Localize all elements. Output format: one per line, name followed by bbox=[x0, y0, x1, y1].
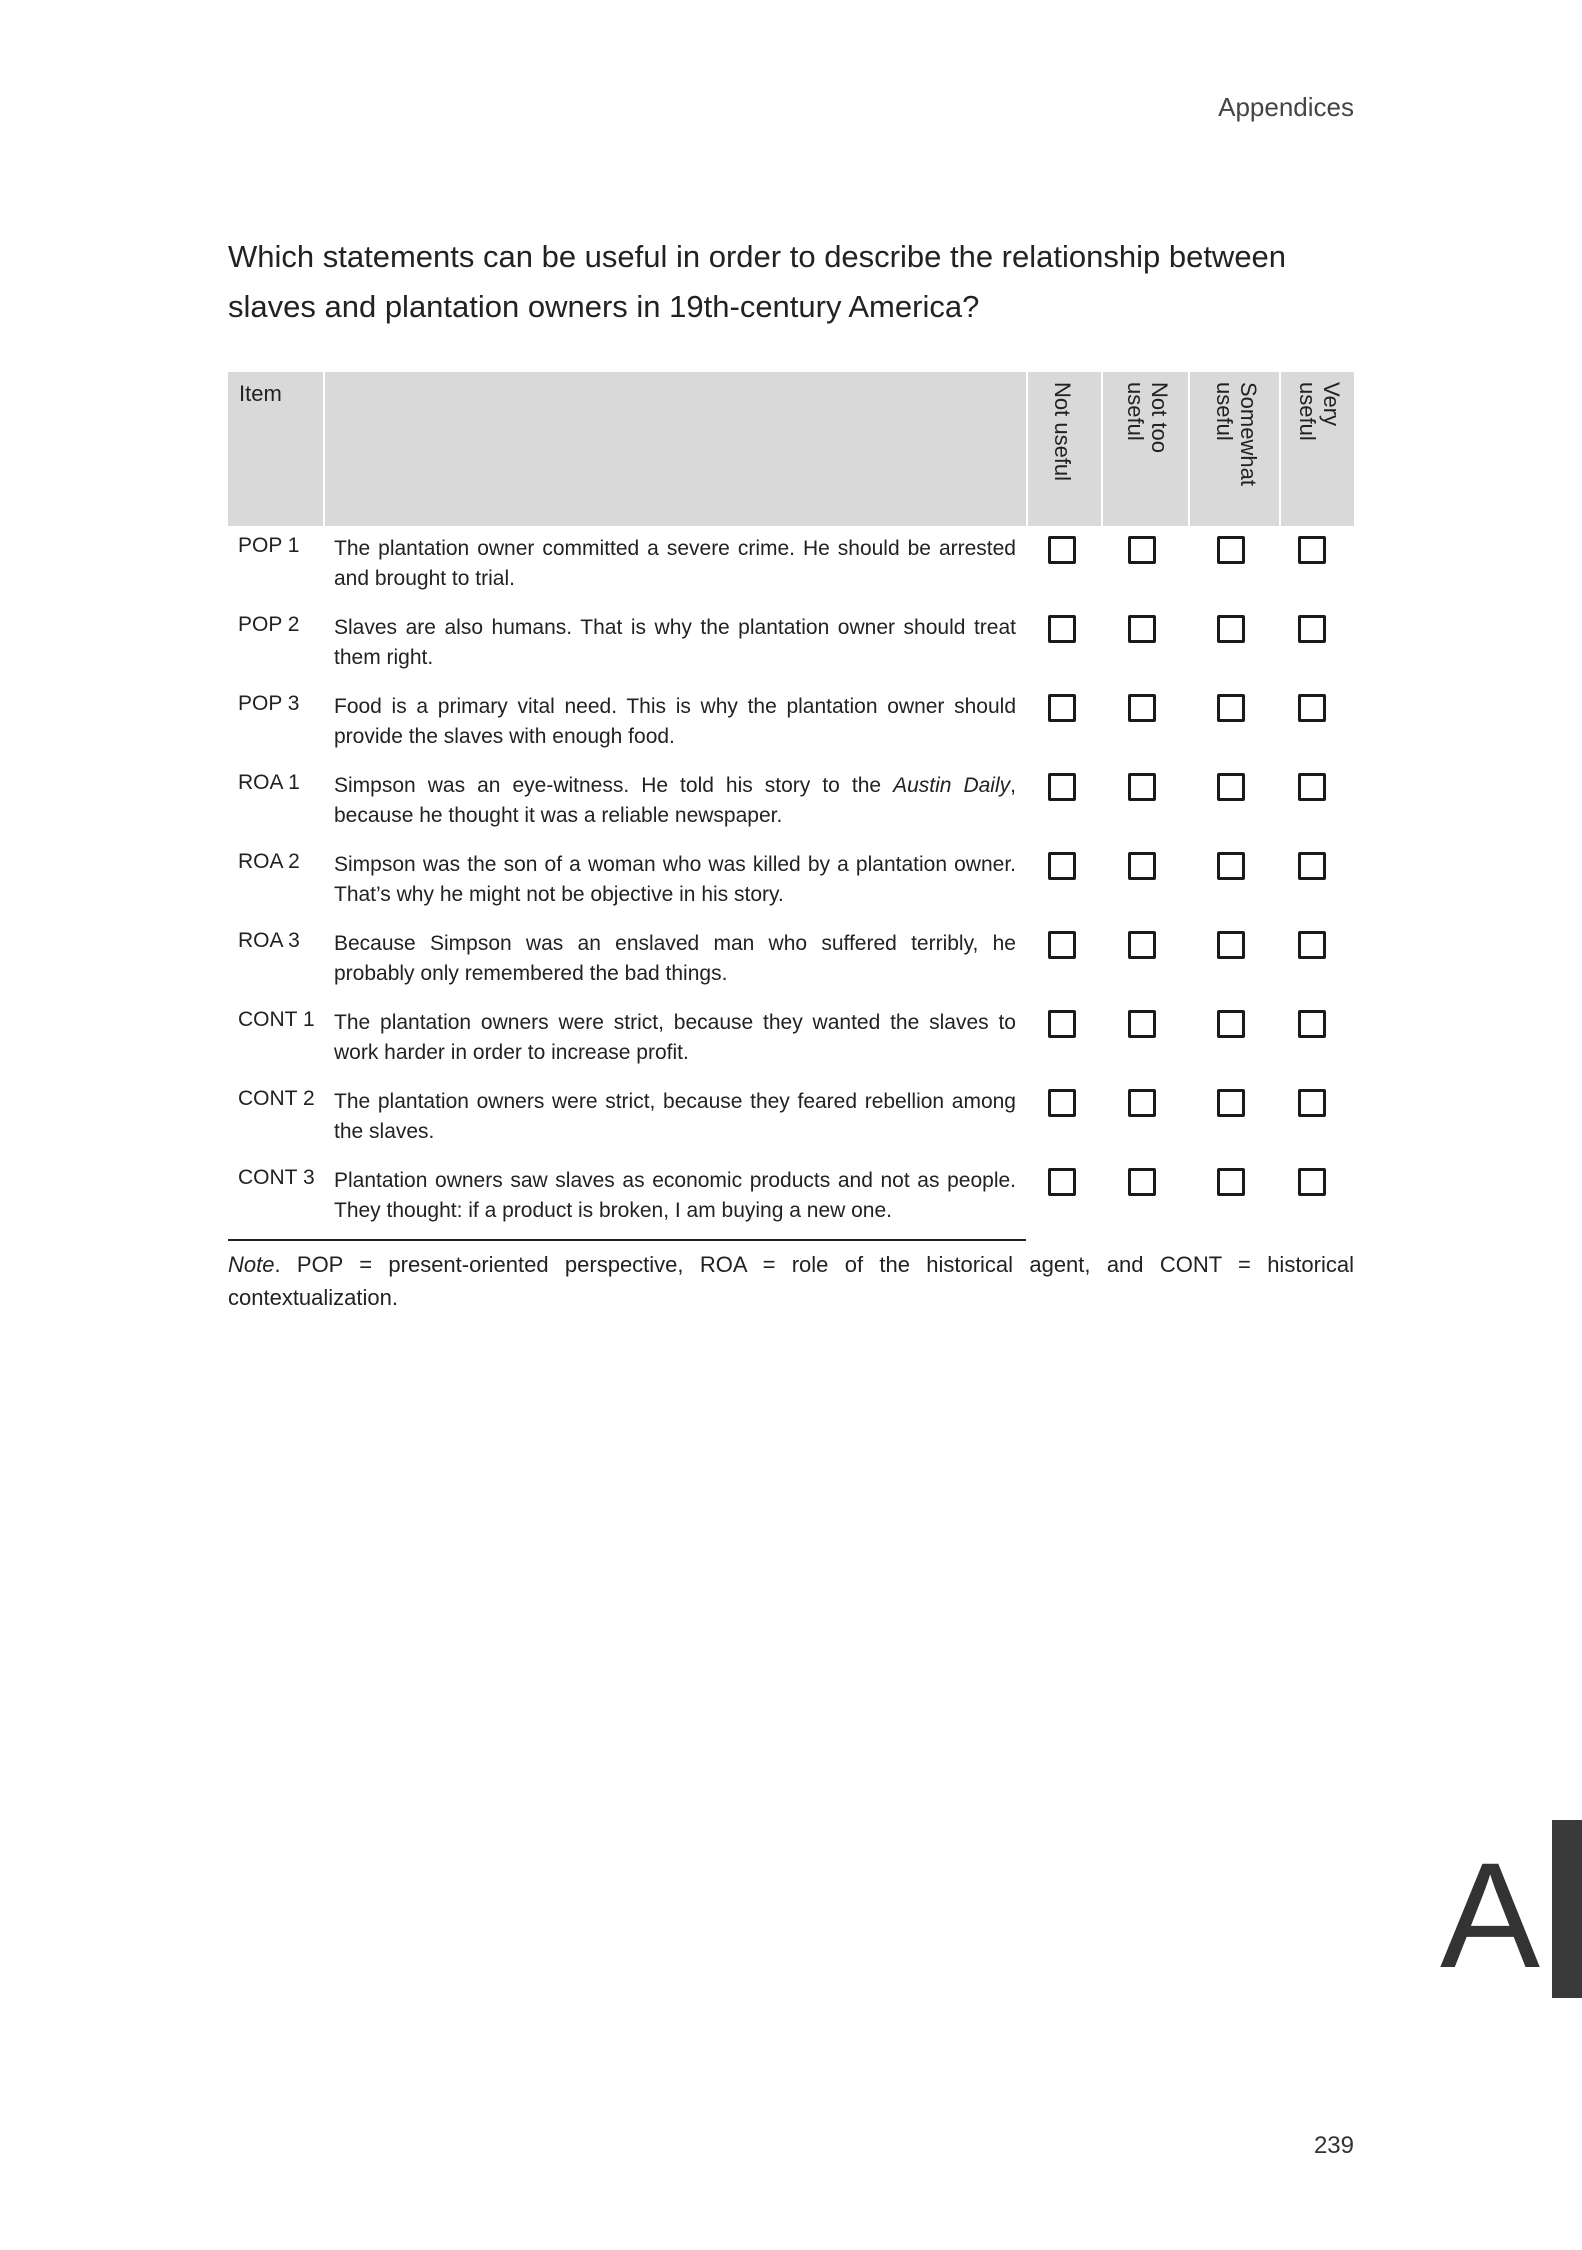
checkbox-somewhat-useful[interactable] bbox=[1217, 931, 1245, 959]
newspaper-title: Austin Daily bbox=[893, 774, 1011, 797]
checkbox-very-useful[interactable] bbox=[1298, 931, 1326, 959]
item-code: CONT 2 bbox=[238, 1087, 315, 1110]
page-number: 239 bbox=[1313, 2132, 1354, 2159]
note-text: . POP = present-oriented perspective, ROA = role of the historical agent, and CONT = historical contextualization. bbox=[228, 1252, 1354, 1310]
item-code: ROA 3 bbox=[238, 929, 300, 952]
table-row bbox=[228, 921, 1354, 1000]
checkbox-not-too-useful[interactable] bbox=[1128, 931, 1156, 959]
chapter-letter: A bbox=[1440, 1831, 1541, 1999]
checkbox-very-useful[interactable] bbox=[1298, 694, 1326, 722]
checkbox-not-too-useful[interactable] bbox=[1128, 1010, 1156, 1038]
running-head: Appendices bbox=[1218, 92, 1354, 122]
table-header bbox=[228, 372, 1354, 526]
table-bottom-rule bbox=[228, 1239, 1026, 1241]
item-statement: The plantation owner committed a severe crime. He should be arrested and brought to trial. bbox=[334, 537, 1016, 590]
checkbox-not-too-useful[interactable] bbox=[1128, 694, 1156, 722]
table-row bbox=[228, 842, 1354, 921]
checkbox-somewhat-useful[interactable] bbox=[1217, 536, 1245, 564]
statement-part: Simpson was an eye-witness. He told his story to the bbox=[334, 774, 894, 797]
checkbox-not-useful[interactable] bbox=[1048, 931, 1076, 959]
checkbox-very-useful[interactable] bbox=[1298, 1168, 1326, 1196]
checkbox-not-useful[interactable] bbox=[1048, 536, 1076, 564]
header-separator bbox=[1188, 372, 1190, 526]
item-statement: Plantation owners saw slaves as economic products and not as people. They thought: if a product is broken, I am buying a new one. bbox=[334, 1169, 1016, 1222]
table-row bbox=[228, 763, 1354, 842]
checkbox-not-too-useful[interactable] bbox=[1128, 536, 1156, 564]
checkbox-somewhat-useful[interactable] bbox=[1217, 1089, 1245, 1117]
header-separator bbox=[1279, 372, 1281, 526]
question-text: Which statements can be useful in order to describe the relationship between slaves and plantation owners in 19th-century America? bbox=[228, 239, 1287, 324]
checkbox-not-useful[interactable] bbox=[1048, 1168, 1076, 1196]
checkbox-somewhat-useful[interactable] bbox=[1217, 1010, 1245, 1038]
item-code: ROA 2 bbox=[238, 850, 300, 873]
item-code: ROA 1 bbox=[238, 771, 300, 794]
table-note bbox=[228, 1248, 1354, 1314]
scale-header-not-useful: Not useful bbox=[1050, 382, 1075, 482]
table-row bbox=[228, 605, 1354, 684]
checkbox-very-useful[interactable] bbox=[1298, 536, 1326, 564]
checkbox-not-too-useful[interactable] bbox=[1128, 1089, 1156, 1117]
table-row bbox=[228, 526, 1354, 605]
item-statement: Slaves are also humans. That is why the plantation owner should treat them right. bbox=[334, 616, 1016, 669]
item-statement: Food is a primary vital need. This is why the plantation owner should provide the slaves with enough food. bbox=[334, 695, 1016, 748]
checkbox-not-useful[interactable] bbox=[1048, 615, 1076, 643]
checkbox-somewhat-useful[interactable] bbox=[1217, 852, 1245, 880]
item-statement bbox=[334, 771, 1016, 831]
checkbox-somewhat-useful[interactable] bbox=[1217, 1168, 1245, 1196]
item-code: POP 2 bbox=[238, 613, 300, 636]
checkbox-not-useful[interactable] bbox=[1048, 852, 1076, 880]
item-code: POP 1 bbox=[238, 534, 300, 557]
scale-header-very-useful: Very useful bbox=[1295, 382, 1344, 441]
item-code: POP 3 bbox=[238, 692, 300, 715]
table-body bbox=[228, 526, 1354, 1237]
checkbox-very-useful[interactable] bbox=[1298, 615, 1326, 643]
scale-header-not-too-useful: Not too useful bbox=[1123, 382, 1172, 453]
checkbox-very-useful[interactable] bbox=[1298, 1089, 1326, 1117]
checkbox-very-useful[interactable] bbox=[1298, 1010, 1326, 1038]
survey-table bbox=[228, 372, 1354, 1237]
checkbox-not-useful[interactable] bbox=[1048, 1010, 1076, 1038]
checkbox-very-useful[interactable] bbox=[1298, 773, 1326, 801]
item-statement: Simpson was the son of a woman who was killed by a plantation owner. That’s why he might not be objective in his story. bbox=[334, 853, 1016, 906]
header-separator bbox=[1101, 372, 1103, 526]
checkbox-somewhat-useful[interactable] bbox=[1217, 773, 1245, 801]
item-statement: Because Simpson was an enslaved man who suffered terribly, he probably only remembered the bad things. bbox=[334, 932, 1016, 985]
checkbox-not-too-useful[interactable] bbox=[1128, 1168, 1156, 1196]
chapter-tab-marker bbox=[1552, 1820, 1582, 1998]
checkbox-not-too-useful[interactable] bbox=[1128, 773, 1156, 801]
header-separator bbox=[323, 372, 325, 526]
checkbox-somewhat-useful[interactable] bbox=[1217, 615, 1245, 643]
scale-header-somewhat-useful: Somewhat useful bbox=[1212, 382, 1261, 486]
table-row bbox=[228, 684, 1354, 763]
statement-part: , because he thought it was a reliable newspaper. bbox=[334, 774, 1016, 827]
checkbox-not-useful[interactable] bbox=[1048, 694, 1076, 722]
checkbox-not-useful[interactable] bbox=[1048, 773, 1076, 801]
checkbox-somewhat-useful[interactable] bbox=[1217, 694, 1245, 722]
header-separator bbox=[1026, 372, 1028, 526]
checkbox-very-useful[interactable] bbox=[1298, 852, 1326, 880]
checkbox-not-too-useful[interactable] bbox=[1128, 615, 1156, 643]
item-code: CONT 3 bbox=[238, 1166, 315, 1189]
item-code: CONT 1 bbox=[238, 1008, 315, 1031]
table-row bbox=[228, 1079, 1354, 1158]
checkbox-not-useful[interactable] bbox=[1048, 1089, 1076, 1117]
item-statement: The plantation owners were strict, because they feared rebellion among the slaves. bbox=[334, 1090, 1016, 1143]
item-statement: The plantation owners were strict, because they wanted the slaves to work harder in order to increase profit. bbox=[334, 1011, 1016, 1064]
table-row bbox=[228, 1000, 1354, 1079]
checkbox-not-too-useful[interactable] bbox=[1128, 852, 1156, 880]
note-label: Note bbox=[228, 1252, 275, 1277]
table-row bbox=[228, 1158, 1354, 1237]
item-column-header: Item bbox=[239, 381, 282, 406]
